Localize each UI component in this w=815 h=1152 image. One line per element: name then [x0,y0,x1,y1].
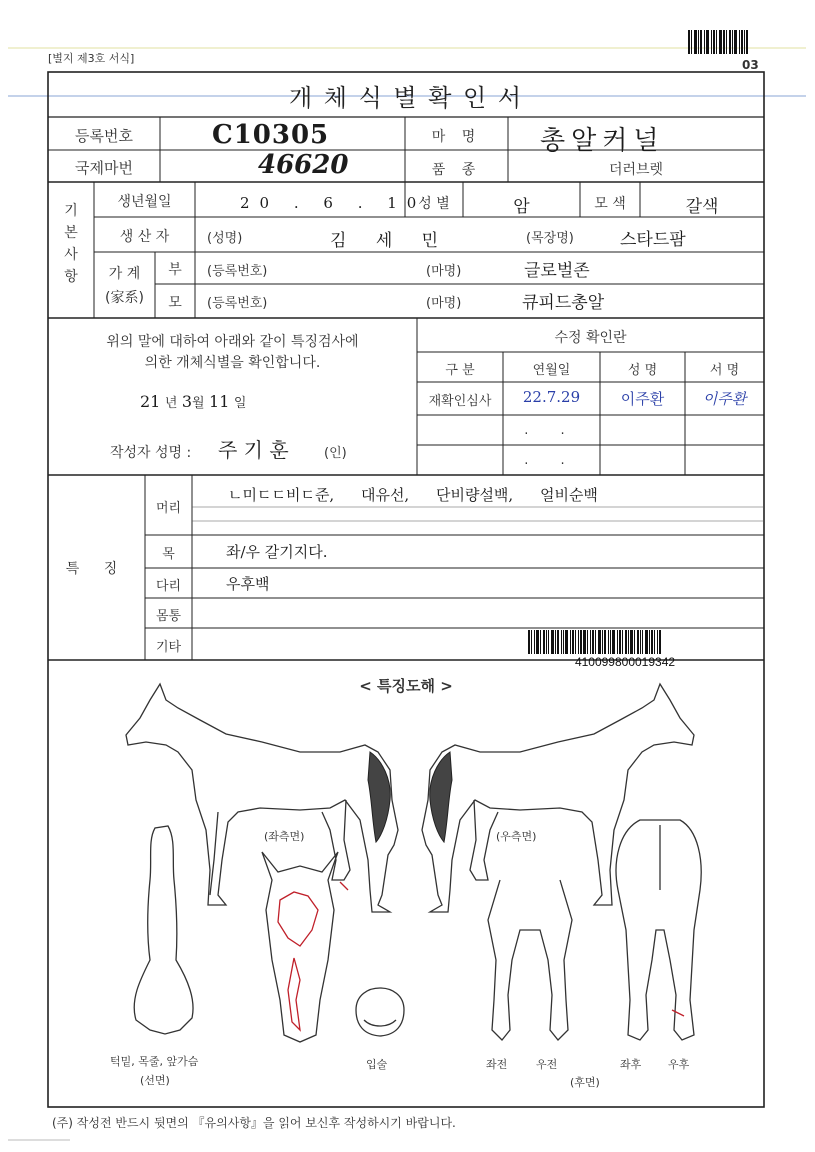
revision-row-1-date: 22.7.29 [522,388,581,406]
sire-label: 부 [168,262,182,278]
producer-name-value: 김 세 민 [330,231,451,251]
horse-right-side-drawing [422,684,694,912]
intl-number-value: 46620 [258,150,349,180]
sire-reg-label: (등록번호) [207,264,268,279]
producer-name-label: (성명) [207,231,243,246]
footer-note: (주) 작성전 반드시 뒷면의 『유의사항』을 읽어 보신후 작성하시기 바랍니다. [52,1116,456,1130]
form-number: [별지 제3호 서식] [48,52,135,65]
feature-legs-value: 우후백 [226,575,270,593]
statement-line-2: 의한 개체식별을 확인합니다. [144,355,321,371]
barcode-number: 410099800019342 [574,655,676,669]
revision-row-2-date: . . [524,423,579,438]
color-label: 모 색 [594,196,626,212]
sire-name-value: 글로벌존 [524,261,590,281]
sex-label: 성 별 [418,196,450,212]
revision-header-sign: 서 명 [709,363,740,378]
revision-row-1-category: 재확인심사 [428,394,492,409]
revision-title: 수정 확인란 [554,330,627,346]
statement-line-1: 위의 말에 대하여 아래와 같이 특징검사에 [106,334,359,350]
feature-neck-value: 좌/우 갈기지다. [226,543,328,561]
writer-seal: (인) [324,446,347,461]
birth-date-value: 20 . 6 . 10 [240,194,427,212]
dam-label: 모 [168,295,182,311]
front-left-leg-label: 좌전 [486,1058,508,1071]
horse-name-label: 마 명 [431,129,482,145]
confirmation-date: 21 년 3월 11 일 [140,392,247,411]
horse-lips-drawing [356,988,404,1036]
writer-label: 작성자 성명 : [110,445,192,461]
top-barcode [688,30,762,54]
document-title: 개 체 식 별 확 인 서 [288,84,524,112]
hind-right-leg-label: 우후 [668,1058,690,1071]
lips-label: 입술 [366,1058,388,1071]
horse-name-value: 총알커널 [540,126,665,156]
rear-view-label: (후면) [570,1076,600,1089]
front-right-leg-label: 우전 [536,1058,558,1071]
left-side-label: (좌측면) [264,830,305,843]
writer-value: 주 기 훈 [218,438,289,462]
page-number: 03 [742,58,759,72]
revision-row-1-sign: 이주환 [702,390,747,408]
feature-legs-label: 다리 [155,579,182,594]
revision-header-date: 연월일 [532,363,571,378]
features-section-label: 특 징 [65,561,128,577]
feature-other-label: 기타 [155,640,182,655]
revision-header-name: 성 명 [627,363,658,378]
dam-reg-label: (등록번호) [207,296,268,311]
front-neck-caption: 턱밑, 목줄, 앞가슴 [110,1055,199,1068]
breed-label: 품 종 [431,162,482,178]
front-view-label: (선면) [140,1074,170,1087]
horse-rear-drawing [616,820,701,1040]
registration-number-label: 등록번호 [75,127,133,145]
color-value: 갈색 [685,197,719,217]
family-label: 가 계 (家系) [105,266,144,306]
feature-head-label: 머리 [155,501,182,516]
feature-neck-label: 목 [162,547,175,562]
feature-body-label: 몸통 [155,609,182,624]
farm-name-label: (목장명) [526,231,574,246]
intl-number-label: 국제마번 [75,159,133,177]
right-side-label: (우측면) [496,830,537,843]
breed-value: 더러브렛 [608,162,664,178]
diagram-title: < 특징도해 > [359,677,453,695]
feature-head-value: ㄴ미ㄷㄷ비ㄷ준, 대유선, 단비량설백, 얼비순백 [228,486,598,504]
horse-front-legs-drawing [488,880,572,1040]
basic-section-label: 기 본 사 항 [64,203,78,285]
dam-name-label: (마명) [426,296,462,311]
revision-header-category: 구 분 [445,363,475,378]
revision-row-1-name: 이주환 [620,390,665,408]
hind-left-leg-label: 좌후 [620,1058,642,1071]
producer-label: 생 산 자 [119,229,170,245]
sire-name-label: (마명) [426,264,462,279]
farm-name-value: 스타드팜 [620,230,686,250]
birth-date-label: 생년월일 [117,194,172,210]
middle-barcode [528,630,722,654]
horse-left-side-drawing [126,684,398,912]
revision-row-3-date: . . [524,453,579,468]
dam-name-value: 큐피드총알 [522,293,605,313]
rear-leg-marking-red [672,1010,684,1016]
head-marking-red [278,882,348,1030]
sex-value: 암 [513,197,530,217]
horse-neck-front-drawing [134,826,193,1034]
horse-head-front-drawing [262,852,338,1042]
registration-number-value: C10305 [212,120,330,150]
